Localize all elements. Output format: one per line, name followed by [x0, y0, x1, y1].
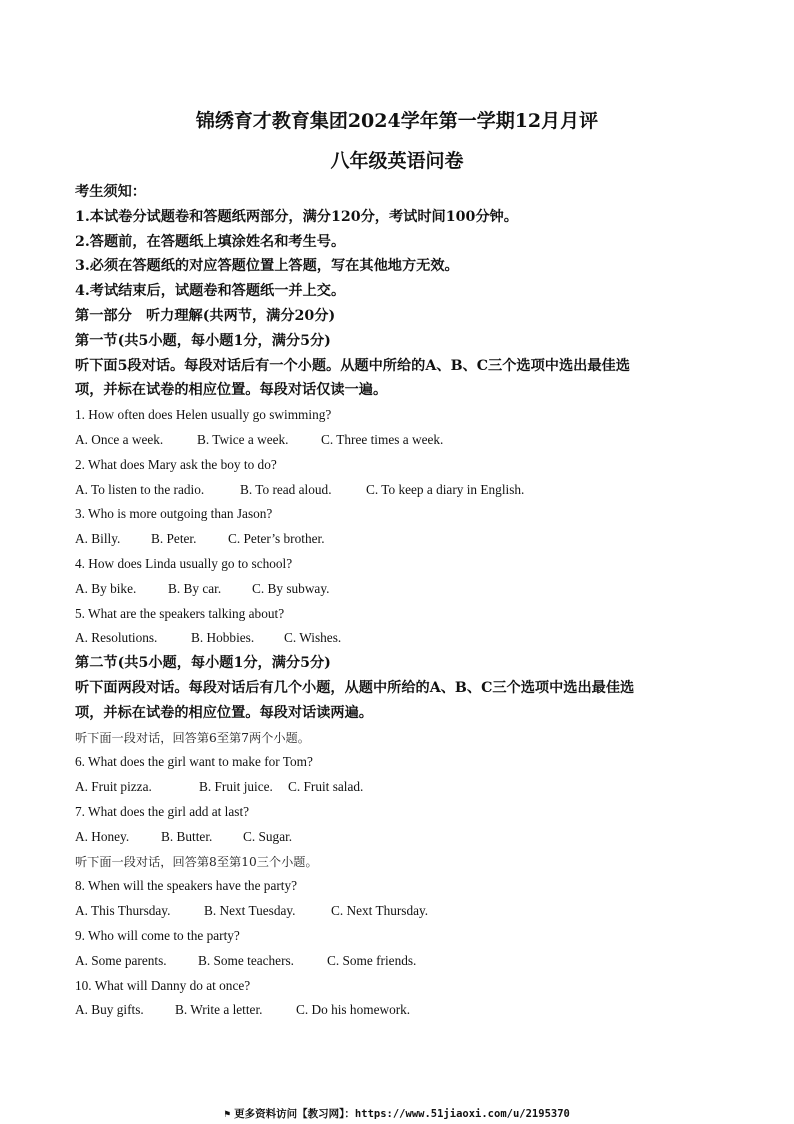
question-text: 3. Who is more outgoing than Jason?: [75, 506, 273, 522]
option-c: C. Next Thursday.: [331, 903, 429, 919]
question-options: [75, 527, 725, 552]
dialogue-note: 听下面一段对话，回答第6至第7两个小题。: [75, 730, 310, 745]
option-a: A. Buy gifts.: [75, 1002, 144, 1018]
exam-body: [75, 180, 725, 1023]
question-options: [75, 626, 725, 651]
notice-item: 4.考试结束后，试题卷和答题纸一并上交。: [75, 283, 346, 300]
option-b: B. Twice a week.: [197, 431, 289, 447]
page-title: 锦绣育才教育集团2024学年第一学期12月月评: [195, 110, 599, 132]
option-b: B. Butter.: [161, 828, 213, 844]
question-text: 2. What does Mary ask the boy to do?: [75, 456, 277, 472]
option-c: C. Sugar.: [243, 828, 293, 844]
question-options: [75, 577, 725, 602]
part1-heading: 第一部分 听力理解(共两节，满分20分): [75, 307, 336, 324]
option-b: B. Hobbies.: [191, 630, 255, 646]
option-a: A. This Thursday.: [75, 903, 171, 919]
section1-heading: 第一节(共5小题，每小题1分，满分5分): [75, 332, 331, 349]
option-b: B. Some teachers.: [198, 952, 295, 968]
question-options: [75, 478, 725, 503]
option-a: A. To listen to the radio.: [75, 481, 205, 497]
footer-banner: [0, 1106, 794, 1121]
section2-instruction: 听下面两段对话。每段对话后有几个小题，从题中所给的A、B、C三个选项中选出最佳选: [75, 679, 635, 696]
option-c: C. Fruit salad.: [288, 779, 364, 795]
question-text: 1. How often does Helen usually go swimming?: [75, 407, 332, 423]
question-text: 9. Who will come to the party?: [75, 927, 240, 943]
option-a: A. By bike.: [75, 580, 137, 596]
option-a: A. Billy.: [75, 531, 121, 547]
question-options: [75, 825, 725, 850]
question-options: [75, 428, 725, 453]
question-text: 10. What will Danny do at once?: [75, 977, 251, 993]
option-c: C. Peter’s brother.: [228, 531, 325, 547]
question-text: 8. When will the speakers have the party?: [75, 878, 298, 894]
option-c: C. Some friends.: [327, 952, 417, 968]
footer-link[interactable]: 更多资料访问【教习网】：https://www.51jiaoxi.com/u/2195370: [234, 1108, 570, 1120]
option-b: B. By car.: [168, 580, 222, 596]
option-b: B. Write a letter.: [175, 1002, 263, 1018]
section2-heading: 第二节(共5小题，每小题1分，满分5分): [75, 655, 331, 672]
option-b: B. Next Tuesday.: [204, 903, 296, 919]
option-b: B. Peter.: [151, 531, 197, 547]
notice-heading: 考生须知：: [75, 184, 146, 200]
option-c: C. By subway.: [252, 580, 330, 596]
option-c: C. To keep a diary in English.: [366, 481, 525, 497]
option-a: A. Fruit pizza.: [75, 779, 152, 795]
page-subtitle: 八年级英语问卷: [330, 150, 464, 172]
notice-item: 2.答题前，在答题纸上填涂姓名和考生号。: [75, 233, 346, 250]
section2-instruction: 项，并标在试卷的相应位置。每段对话读两遍。: [75, 704, 373, 721]
section1-instruction: 项，并标在试卷的相应位置。每段对话仅读一遍。: [75, 382, 388, 399]
option-c: C. Three times a week.: [321, 431, 444, 447]
option-a: A. Honey.: [75, 828, 130, 844]
question-text: 6. What does the girl want to make for Tom?: [75, 754, 313, 770]
option-b: B. Fruit juice.: [199, 779, 273, 795]
question-options: [75, 949, 725, 974]
option-c: C. Do his homework.: [296, 1002, 411, 1018]
notice-item: 3.必须在答题纸的对应答题位置上答题，写在其他地方无效。: [75, 258, 459, 275]
option-c: C. Wishes.: [284, 630, 342, 646]
question-options: [75, 998, 725, 1023]
notice-item: 1.本试卷分试题卷和答题纸两部分，满分120分，考试时间100分钟。: [75, 208, 518, 225]
question-text: 4. How does Linda usually go to school?: [75, 555, 293, 571]
flag-icon: ⚑: [224, 1109, 231, 1120]
section1-instruction: 听下面5段对话。每段对话后有一个小题。从题中所给的A、B、C三个选项中选出最佳选: [75, 357, 630, 374]
question-options: [75, 775, 725, 800]
question-text: 5. What are the speakers talking about?: [75, 605, 285, 621]
dialogue-note: 听下面一段对话，回答第8至第10三个小题。: [75, 854, 318, 869]
question-options: [75, 899, 725, 924]
option-b: B. To read aloud.: [240, 481, 332, 497]
option-a: A. Resolutions.: [75, 630, 158, 646]
option-a: A. Once a week.: [75, 431, 164, 447]
option-a: A. Some parents.: [75, 952, 167, 968]
question-text: 7. What does the girl add at last?: [75, 803, 250, 819]
